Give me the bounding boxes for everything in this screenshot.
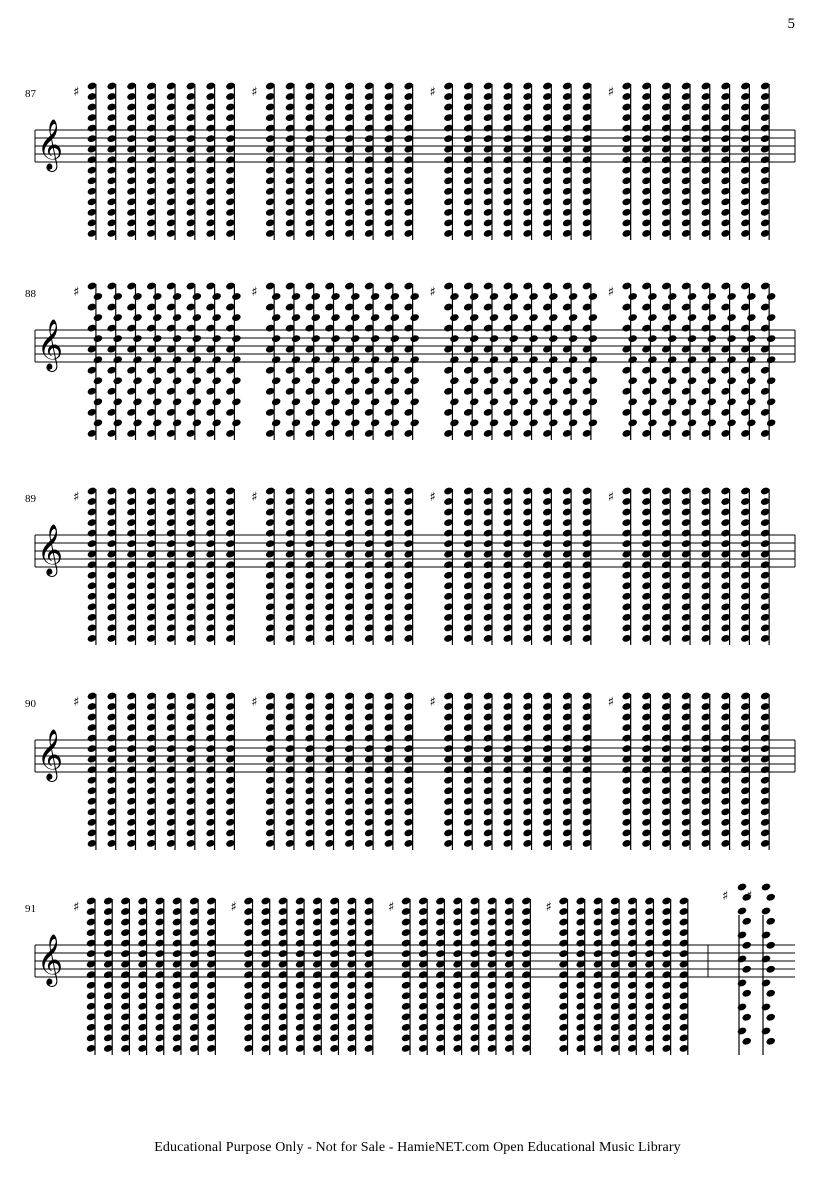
- chord: [403, 81, 413, 240]
- sharp-icon: ♯: [746, 889, 753, 904]
- chord: [324, 486, 334, 645]
- chord: [641, 486, 651, 645]
- chord: [627, 896, 637, 1055]
- measure-number: 88: [25, 288, 36, 300]
- chord: [186, 691, 196, 850]
- chord: [403, 691, 413, 850]
- chord: [740, 81, 750, 240]
- chord: [470, 896, 480, 1055]
- chord: [329, 896, 339, 1055]
- chord: [166, 486, 176, 645]
- chord: [503, 486, 513, 645]
- chord: [503, 691, 513, 850]
- chord: [503, 281, 519, 440]
- measure-number: 91: [25, 903, 36, 915]
- sharp-icon: ♯: [251, 695, 258, 710]
- chord: [364, 81, 374, 240]
- chord: [487, 896, 497, 1055]
- staff-notation: [0, 40, 835, 240]
- footer-copyright: Educational Purpose Only - Not for Sale - HamieNET.com Open Educational Music Library: [154, 1140, 681, 1155]
- staff-system: [0, 40, 835, 240]
- chord: [621, 691, 631, 850]
- chord: [661, 896, 671, 1055]
- chord: [483, 691, 493, 850]
- chord: [166, 281, 182, 440]
- chord: [558, 896, 568, 1055]
- chord: [285, 691, 295, 850]
- chord: [761, 882, 776, 1055]
- chord: [443, 691, 453, 850]
- chord: [346, 896, 356, 1055]
- chord: [146, 691, 156, 850]
- chord: [522, 486, 532, 645]
- chord: [720, 691, 730, 850]
- chord: [384, 281, 400, 440]
- staff-notation: [0, 445, 835, 645]
- treble-clef-icon: 𝄞: [37, 319, 64, 370]
- chord: [701, 691, 711, 850]
- measure-number: 90: [25, 698, 36, 710]
- chord: [661, 281, 677, 440]
- treble-clef-icon: 𝄞: [37, 119, 64, 170]
- chord: [166, 81, 176, 240]
- chord: [504, 896, 514, 1055]
- chord: [701, 281, 717, 440]
- chord: [265, 81, 275, 240]
- chord: [641, 691, 651, 850]
- staff-system: [0, 445, 835, 645]
- chord: [364, 486, 374, 645]
- chord: [562, 281, 578, 440]
- chord: [681, 486, 691, 645]
- chord: [87, 81, 97, 240]
- chord: [384, 486, 394, 645]
- chord: [760, 81, 770, 240]
- chord: [278, 896, 288, 1055]
- chord: [172, 896, 182, 1055]
- chord: [701, 486, 711, 645]
- sharp-icon: ♯: [388, 900, 395, 915]
- chord: [661, 691, 671, 850]
- chord: [384, 81, 394, 240]
- chord: [126, 81, 136, 240]
- chord: [760, 486, 770, 645]
- staff-notation: [0, 855, 835, 1055]
- chord: [483, 81, 493, 240]
- chord: [463, 486, 473, 645]
- chord: [243, 896, 253, 1055]
- chord: [260, 896, 270, 1055]
- sharp-icon: ♯: [73, 85, 80, 100]
- chord: [344, 81, 354, 240]
- sharp-icon: ♯: [722, 889, 729, 904]
- chord: [679, 896, 689, 1055]
- staff-system: [0, 240, 835, 440]
- chord: [737, 882, 752, 1055]
- chord: [701, 81, 711, 240]
- chord: [186, 281, 202, 440]
- chord: [593, 896, 603, 1055]
- chord: [146, 81, 156, 240]
- chord: [503, 81, 513, 240]
- chord: [418, 896, 428, 1055]
- chord: [364, 691, 374, 850]
- sharp-icon: ♯: [251, 285, 258, 300]
- chord: [621, 81, 631, 240]
- chord: [641, 81, 651, 240]
- chord: [463, 81, 473, 240]
- chord: [285, 281, 301, 440]
- chord: [344, 691, 354, 850]
- chord: [225, 691, 235, 850]
- staff-system: [0, 855, 835, 1055]
- sharp-icon: ♯: [251, 490, 258, 505]
- sharp-icon: ♯: [545, 900, 552, 915]
- chord: [720, 81, 730, 240]
- sharp-icon: ♯: [607, 85, 615, 100]
- chord: [661, 81, 671, 240]
- chord: [186, 486, 196, 645]
- chord: [562, 81, 572, 240]
- chord: [106, 691, 116, 850]
- chord: [265, 486, 275, 645]
- chord: [305, 281, 321, 440]
- chord: [189, 896, 199, 1055]
- sharp-icon: ♯: [73, 285, 80, 300]
- chord: [661, 486, 671, 645]
- chord: [364, 896, 374, 1055]
- chord: [740, 486, 750, 645]
- chord: [225, 486, 235, 645]
- treble-clef-icon: 𝄞: [37, 524, 64, 575]
- chord: [103, 896, 113, 1055]
- chord: [720, 281, 736, 440]
- chord: [403, 486, 413, 645]
- chord: [225, 281, 241, 440]
- page-number: 5: [787, 16, 795, 32]
- chord: [562, 691, 572, 850]
- chord: [621, 281, 637, 440]
- chord: [87, 486, 97, 645]
- chord: [120, 896, 130, 1055]
- chord: [106, 81, 116, 240]
- chord: [403, 281, 419, 440]
- chord: [206, 896, 216, 1055]
- chord: [522, 691, 532, 850]
- chord: [760, 281, 776, 440]
- sharp-icon: ♯: [607, 490, 615, 505]
- chord: [681, 691, 691, 850]
- chord: [621, 486, 631, 645]
- chord: [610, 896, 620, 1055]
- chord: [155, 896, 165, 1055]
- chord: [285, 81, 295, 240]
- chord: [542, 281, 558, 440]
- chord: [483, 486, 493, 645]
- chord: [483, 281, 499, 440]
- sharp-icon: ♯: [607, 695, 615, 710]
- chord: [443, 281, 459, 440]
- chord: [740, 281, 756, 440]
- staff-notation: [0, 650, 835, 850]
- sharp-icon: ♯: [230, 900, 237, 915]
- chord: [562, 486, 572, 645]
- chord: [760, 691, 770, 850]
- chord: [644, 896, 654, 1055]
- chord: [205, 691, 215, 850]
- chord: [265, 281, 281, 440]
- chord: [740, 691, 750, 850]
- sharp-icon: ♯: [73, 695, 80, 710]
- chord: [575, 896, 585, 1055]
- chord: [106, 281, 122, 440]
- chord: [205, 281, 221, 440]
- treble-clef-icon: 𝄞: [37, 729, 64, 780]
- sharp-icon: ♯: [73, 900, 80, 915]
- measure-number: 89: [25, 493, 36, 505]
- chord: [681, 81, 691, 240]
- chord: [463, 281, 479, 440]
- treble-clef-icon: 𝄞: [37, 934, 64, 985]
- chord: [582, 486, 592, 645]
- staff-system: [0, 650, 835, 850]
- chord: [305, 486, 315, 645]
- chord: [443, 486, 453, 645]
- chord: [521, 896, 531, 1055]
- chord: [205, 486, 215, 645]
- sharp-icon: ♯: [429, 285, 436, 300]
- chord: [542, 81, 552, 240]
- chord: [542, 691, 552, 850]
- chord: [146, 486, 156, 645]
- chord: [582, 691, 592, 850]
- chord: [146, 281, 162, 440]
- chord: [106, 486, 116, 645]
- chord: [126, 281, 142, 440]
- chord: [312, 896, 322, 1055]
- sharp-icon: ♯: [429, 695, 436, 710]
- chord: [582, 81, 592, 240]
- chord: [401, 896, 411, 1055]
- chord: [435, 896, 445, 1055]
- chord: [87, 691, 97, 850]
- chord: [137, 896, 147, 1055]
- sharp-icon: ♯: [429, 85, 436, 100]
- chord: [443, 81, 453, 240]
- sharp-icon: ♯: [429, 490, 436, 505]
- chord: [126, 486, 136, 645]
- chord: [285, 486, 295, 645]
- chord: [522, 281, 538, 440]
- chord: [324, 691, 334, 850]
- chord: [641, 281, 657, 440]
- chord: [452, 896, 462, 1055]
- chord: [582, 281, 598, 440]
- chord: [305, 691, 315, 850]
- chord: [86, 896, 96, 1055]
- chord: [186, 81, 196, 240]
- chord: [324, 281, 340, 440]
- chord: [126, 691, 136, 850]
- chord: [305, 81, 315, 240]
- chord: [542, 486, 552, 645]
- sharp-icon: ♯: [73, 490, 80, 505]
- chord: [522, 81, 532, 240]
- chord: [681, 281, 697, 440]
- staff-notation: [0, 240, 835, 440]
- chord: [344, 486, 354, 645]
- chord: [225, 81, 235, 240]
- sharp-icon: ♯: [607, 285, 615, 300]
- chord: [205, 81, 215, 240]
- chord: [384, 691, 394, 850]
- chord: [166, 691, 176, 850]
- chord: [324, 81, 334, 240]
- chord: [720, 486, 730, 645]
- chord: [364, 281, 380, 440]
- chord: [265, 691, 275, 850]
- chord: [344, 281, 360, 440]
- chord: [87, 281, 103, 440]
- measure-number: 87: [25, 88, 36, 100]
- chord: [295, 896, 305, 1055]
- chord: [463, 691, 473, 850]
- sharp-icon: ♯: [251, 85, 258, 100]
